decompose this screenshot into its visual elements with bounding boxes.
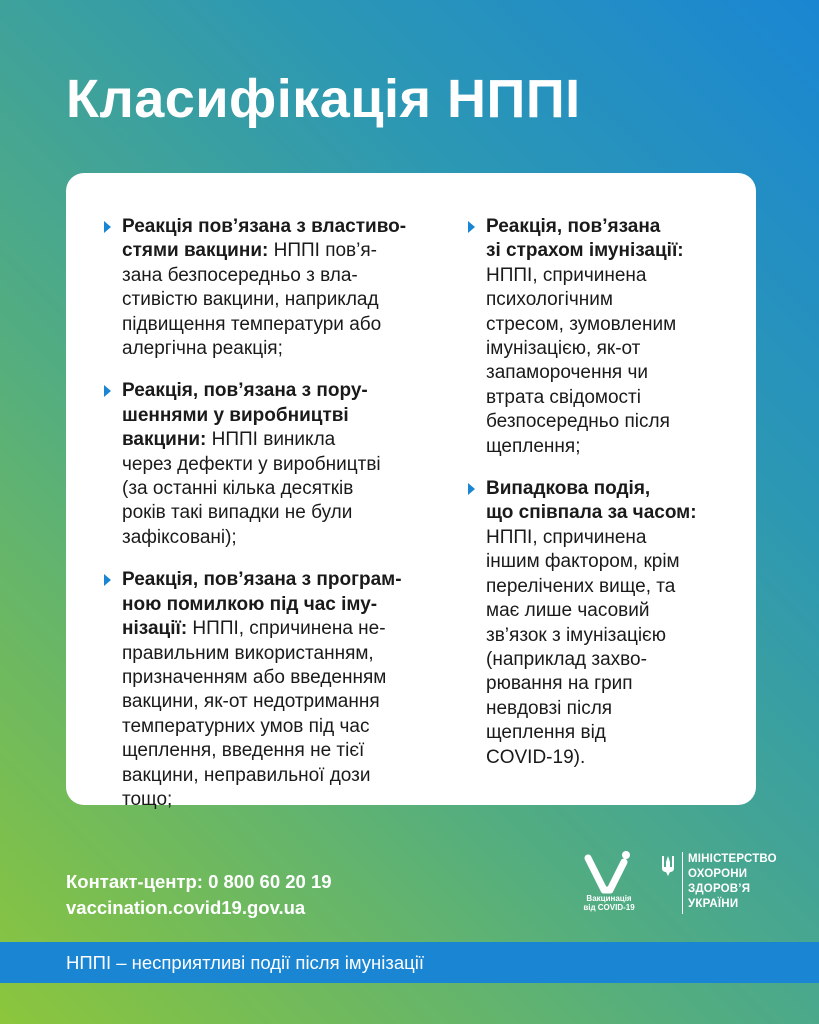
list-item-heading: нізації:	[122, 618, 188, 640]
trident-icon	[660, 854, 676, 878]
vaccination-logo-caption	[578, 894, 640, 912]
list-item-heading: Реакція, пов’язана з пору-	[122, 380, 368, 402]
list-item-description: втрата свідомості	[486, 386, 641, 408]
list-item-text	[122, 215, 444, 361]
contact-website[interactable]: vaccination.covid19.gov.ua	[66, 897, 306, 918]
list-item-description: вакцини, як-от недотримання	[122, 691, 380, 713]
list-item-description: стивістю вакцини, наприклад	[122, 289, 379, 311]
list-item-heading: вакцини:	[122, 429, 207, 451]
list-item	[104, 568, 444, 812]
list-item-heading: зі страхом імунізації:	[486, 240, 684, 262]
list-item-description: імунізацією, як-от	[486, 338, 641, 360]
contact-block	[66, 869, 332, 921]
list-item-description: невдовзі після	[486, 697, 613, 719]
bullet-arrow-icon	[468, 483, 475, 495]
list-item-description: років такі випадки не були	[122, 502, 353, 524]
list-item	[468, 215, 738, 459]
list-item-description: призначенням або введенням	[122, 666, 387, 688]
list-item-description: щеплення, введення не тієї	[122, 740, 365, 762]
list-item-description: НППІ, спричинена	[486, 264, 647, 286]
list-item-description: вакцини, неправильної дози	[122, 764, 371, 786]
list-item-heading: Реакція пов’язана з властиво-	[122, 216, 407, 237]
ministry-name-line: МІНІСТЕРСТВО	[688, 853, 777, 865]
list-item-description: алергічна реакція;	[122, 338, 283, 360]
ministry-name-line: УКРАЇНИ	[688, 898, 739, 910]
vaccination-caption-line1: Вакцинація	[586, 894, 632, 903]
list-item	[468, 477, 738, 770]
list-item	[104, 215, 444, 361]
list-item-description: психологічним	[486, 289, 613, 311]
bullet-arrow-icon	[104, 385, 111, 397]
left-column	[104, 215, 444, 830]
ministry-name-line: ОХОРОНИ	[688, 868, 748, 880]
list-item-description: COVID-19).	[486, 746, 586, 768]
list-item-heading: Реакція, пов’язана з програм-	[122, 569, 402, 591]
list-item-description: через дефекти у виробництві	[122, 453, 381, 475]
list-item-text	[486, 477, 738, 770]
list-item-description: (наприклад захво-	[486, 648, 647, 670]
list-item-heading: шеннями у виробництві	[122, 404, 349, 426]
footer-text: НППІ – несприятливі події після імунізації	[66, 952, 424, 973]
list-item-description: щеплення;	[486, 435, 581, 457]
contact-phone[interactable]: Контакт-центр: 0 800 60 20 19	[66, 871, 332, 892]
vaccination-caption-line2: від COVID-19	[583, 903, 635, 912]
list-item-heading: що співпала за часом:	[486, 502, 697, 524]
list-item	[104, 379, 444, 550]
list-item-description: підвищення температури або	[122, 313, 382, 335]
list-item-heading: Випадкова подія,	[486, 478, 651, 500]
list-item-description: температурних умов під час	[122, 715, 370, 737]
list-item-text	[122, 568, 444, 812]
classification-card	[66, 173, 756, 810]
list-item-description: запаморочення чи	[486, 362, 649, 384]
list-item-description: зана безпосередньо з вла-	[122, 264, 358, 286]
list-item-description: щеплення від	[486, 722, 606, 744]
list-item-description: НППІ виникла	[206, 429, 336, 451]
list-item-text	[122, 379, 444, 550]
list-item-description: (за останні кілька десятків	[122, 478, 354, 500]
list-item-description: тощо;	[122, 788, 173, 810]
list-item-description: перелічених вище, та	[486, 575, 676, 597]
list-item-description: зв’язок з імунізацією	[486, 624, 666, 646]
list-item-heading: Реакція, пов’язана	[486, 216, 661, 237]
bullet-arrow-icon	[104, 574, 111, 586]
ministry-logo	[660, 852, 777, 918]
ministry-name-line: ЗДОРОВ’Я	[688, 883, 751, 895]
list-item-description: правильним використанням,	[122, 642, 374, 664]
bullet-arrow-icon	[104, 221, 111, 233]
list-item-heading: стями вакцини:	[122, 240, 269, 262]
list-item-description: безпосередньо після	[486, 411, 670, 433]
list-item-description: НППІ, спричинена	[486, 526, 647, 548]
ministry-logo-divider	[682, 852, 683, 914]
list-item-description: рювання на грип	[486, 673, 633, 695]
right-column	[468, 215, 738, 788]
footer-bar	[0, 942, 819, 983]
list-item-text	[486, 215, 738, 459]
list-item-heading: ною помилкою під час іму-	[122, 593, 378, 615]
vaccination-v-logo-icon	[578, 850, 640, 894]
list-item-description: стресом, зумовленим	[486, 313, 677, 335]
list-item-description: зафіксовані);	[122, 526, 237, 548]
vaccination-logo	[578, 850, 640, 920]
ministry-name	[688, 852, 777, 912]
list-item-description: іншим фактором, крім	[486, 551, 680, 573]
page-title: Класифікація НППІ	[66, 69, 581, 129]
bullet-arrow-icon	[468, 221, 475, 233]
list-item-description: НППІ пов’я-	[268, 240, 377, 262]
list-item-description: має лише часовий	[486, 600, 650, 622]
list-item-description: НППІ, спричинена не-	[187, 618, 386, 640]
